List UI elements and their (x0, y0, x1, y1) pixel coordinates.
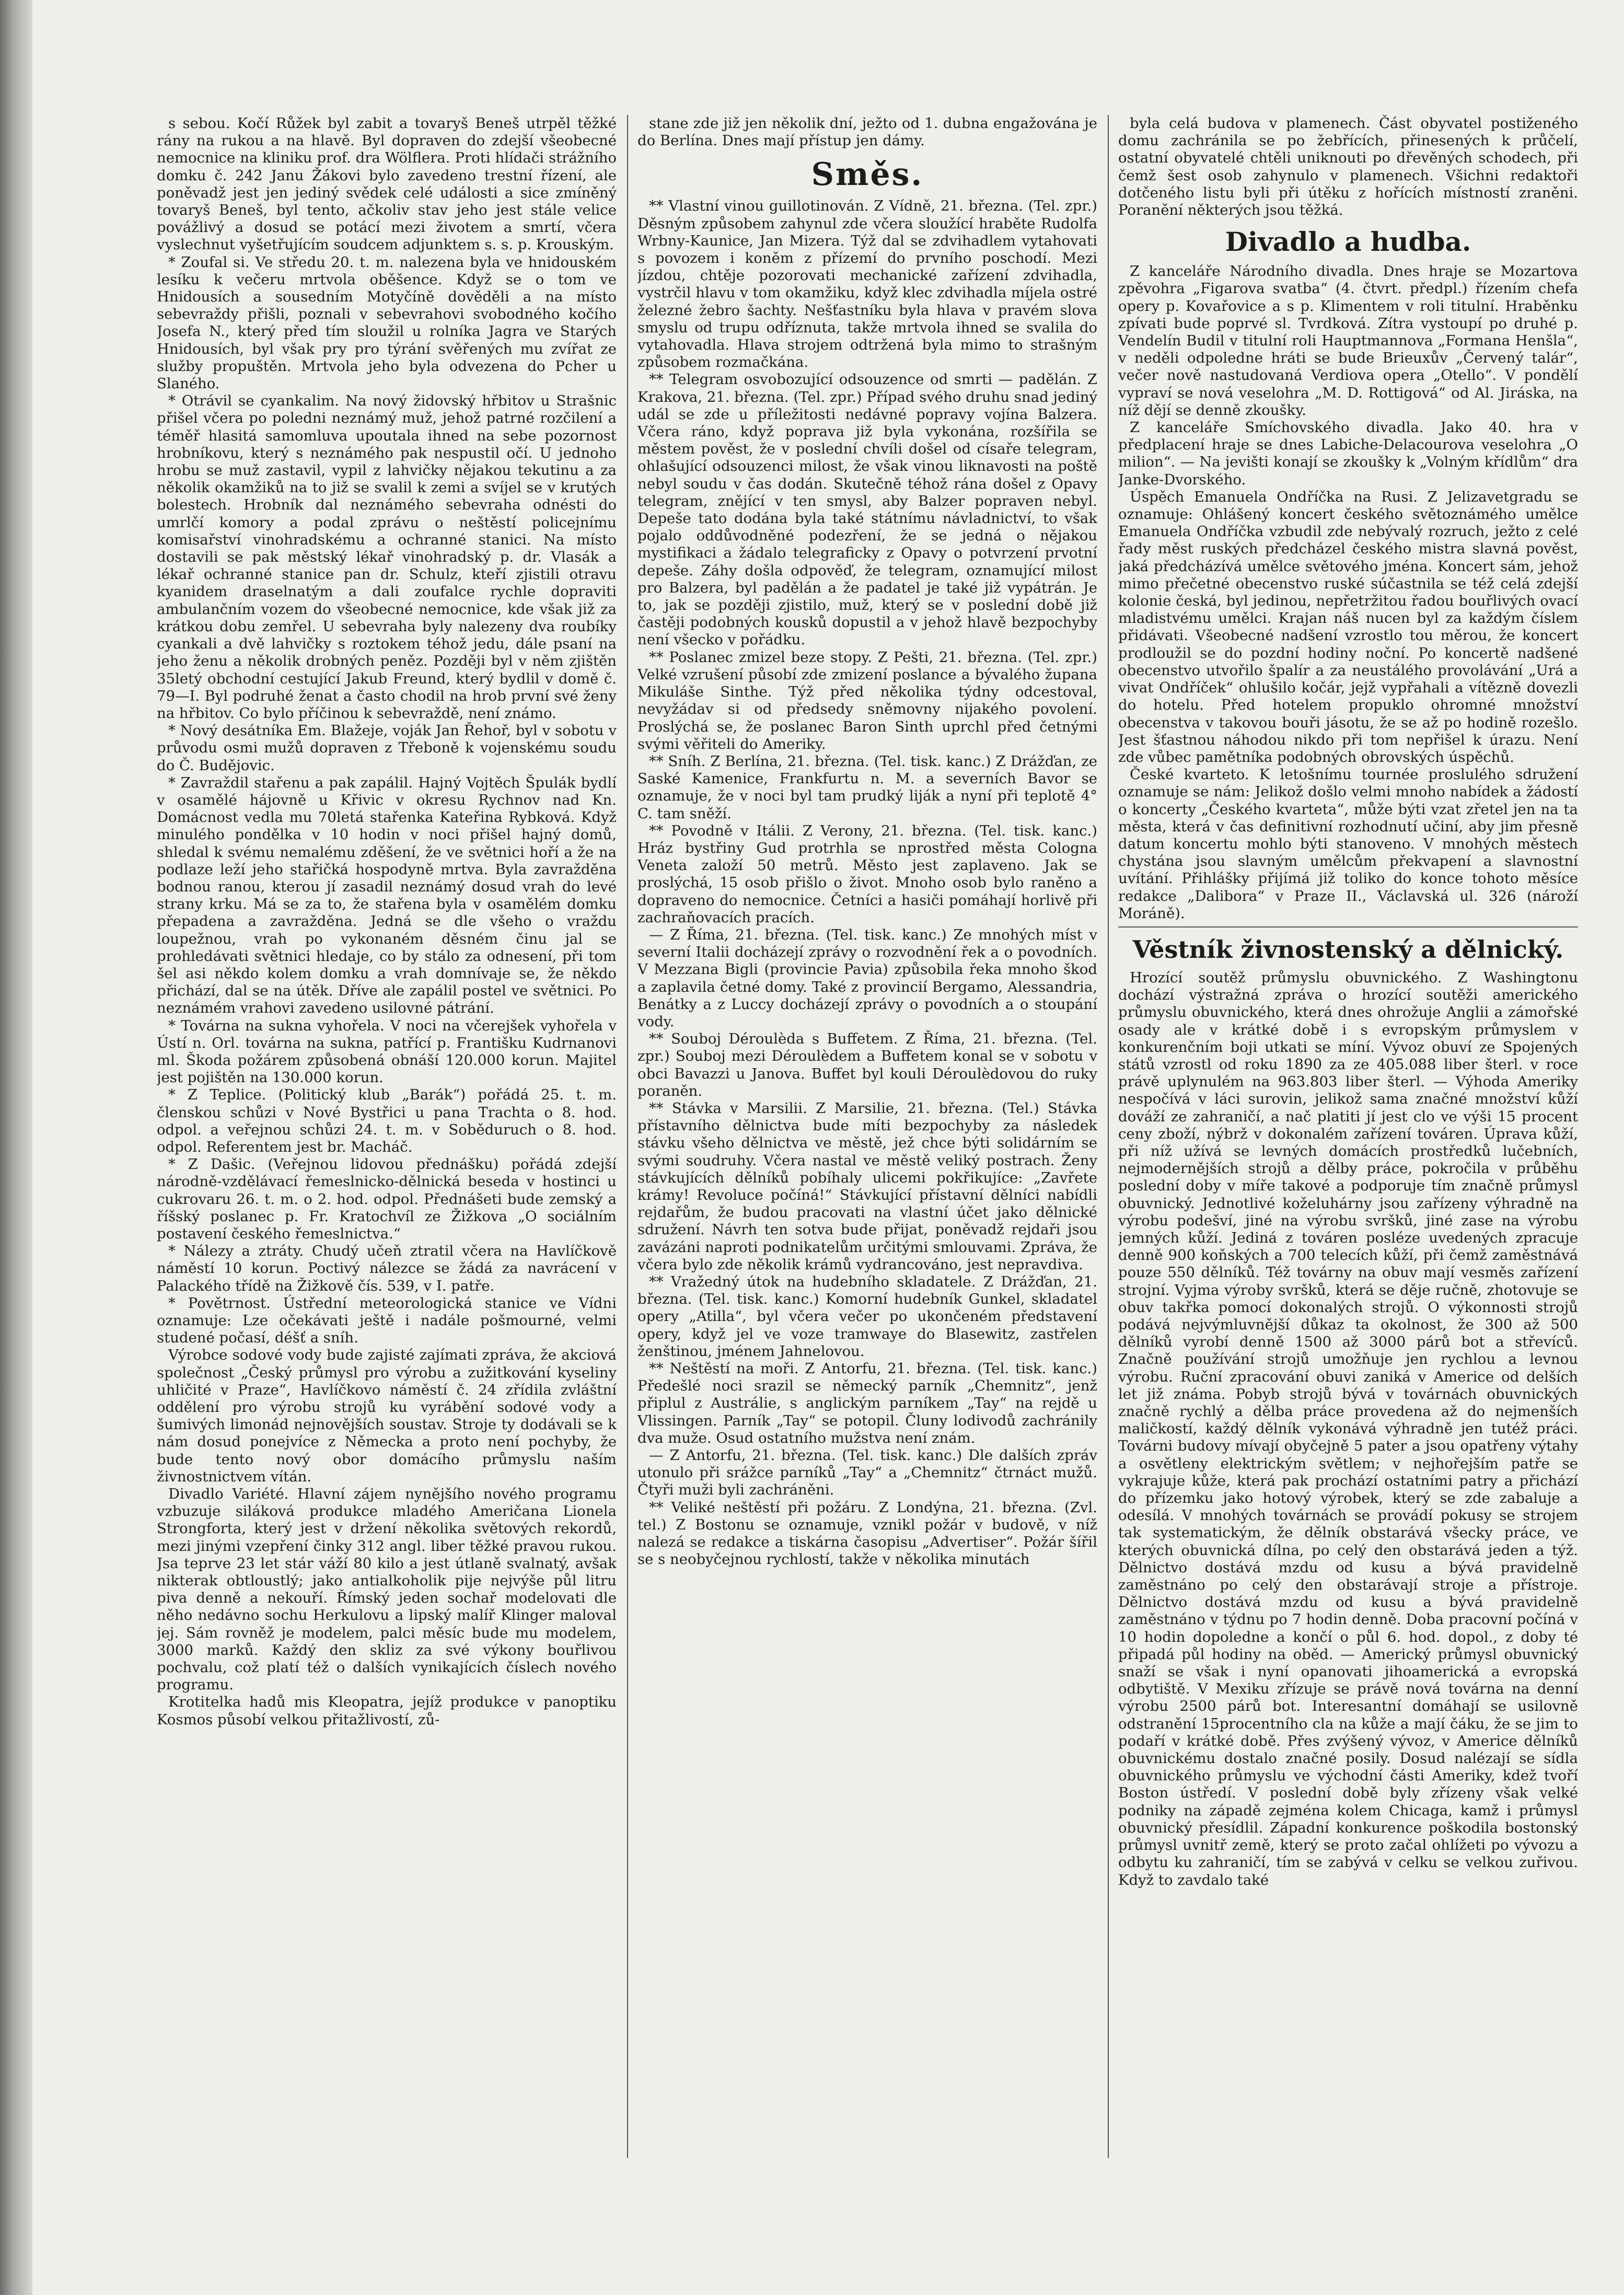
column-2 (637, 115, 1097, 2236)
article: Hrozící soutěž průmyslu obuvnického. Z Washingtonu dochází výstražná zpráva o hrozící soutěži amerického průmyslu obuvnického, která dnes ohrožuje Anglii a zámořské osady ale v krátké době i s evropským průmyslem v konkurenčním boji utkati se míní. Vývoz obuví ze Spojených států vzrostl od roku 1890 za ze 405.088 liber šterl. v roce právě uplynulém na 963.803 liber šterl. — Výhoda Ameriky nespočívá v láci surovin, jelikož sama značné množství kůží dováží ze zahraničí, a nač platiti jí jest clo ve výši 15 procent ceny zboží, nýbrž v dokonalém zařízení továren. Úprava kůží, při níž užívá se levných domácích prostředků lučebních, nejmodernějších strojů a dělby práce, pokročila v průběhu poslední doby v míře takové a podporuje tím značně průmysl obuvnický. Jednotlivé koželuhárny jsou zařízeny výhradně na výrobu podešví, jiné na výrobu svršků, jiné zase na výrobu jemných kůží. Jediná z továren posléze uvedených zpracuje denně 900 koňských a 700 telecích kůží, při čemž zaměstnává pouze 550 dělníků. Též továrny na obuv mají vesměs zařízení strojní. Vyjma výroby svršků, která se děje ručně, zhotovuje se obuv takřka pomocí dokonalých strojů. O výkonnosti strojů podává nejvýmluvnější důkaz ta okolnost, že 300 až 500 dělníků vyrobí denně 1500 až 3000 párů bot a střevíců. Značně používání strojů umožňuje jen rychlou a levnou výrobu. Ruční zpracování obuvi zaniká v Americe od delších let již známa. Pobyb strojů bývá v továrnách obuvnických značně rychlý a dělba práce provedena až do nejmenších maličkostí, každý dělník vykonává výhradně jen tutéž práci. Továrni budovy mívají obyčejně 5 pater a jsou opatřeny výtahy a osvětleny elektrickým světlem; v nejhořejším patře se vykrajuje kůže, která pak prochází ostatními patry a přichází do přízemku jako hotový výrobek, který se zde zabaluje a odesílá. V mnohých továrnách se provádí pokusy se strojem tak systematickým, že dělník obstarává všecky práce, ve kterých obuvnická dílna, po celý den obstarává jeden a týž. Dělnictvo dostává mzdu od kusu a bývá pravidelně zaměstnáno po celý den obstarávají stroje a přístroje. Dělnictvo dostává mzdu od kusu a bývá pravidelně zaměstnáno v týdnu po 7 hodin denně. Doba pracovní počíná v 10 hodin dopoledne a končí o půl 6. hod. dopol., z doby té připadá půl hodiny na oběd. — Americký průmysl obuvnický snaží se však i nyní opanovati jihoamerická a evropská odbytiště. V Mexiku zřízuje se právě nová továrna na denní výrobu 2500 párů bot. Interesantní domáhají se usilovně odstranění 15procentního cla na kůže a mají čáku, že se jim to podaří v krátké době. Přes zvýšený vývoz, v Americe dělníků obuvnickému dostalo značné posily. Dosud nalézají se sídla obuvnického průmyslu ve východní části Ameriky, kdež tvoří Boston ústředí. V poslední době byly zřízeny však velké podniky na západě zejména kolem Chicaga, kamž i průmysl obuvnický přesídlil. Západní konkurence poškodila bostonský průmysl uvnitř země, který se proto začal ohlížeti po vývozu a odbytu ku zahraničí, tím se zabývá v celku se velkou zuřivou. Když to zavdalo také (1118, 969, 1578, 1888)
article: Výrobce sodové vody bude zajisté zajímati zpráva, že akciová společnost „Český průmysl pro výrobu a zužitkování kyseliny uhličité v Praze“, Havlíčkovo náměstí č. 24 zřídila zvláštní oddělení pro výrobu strojů ku vyrábění sodové vody a šumivých limonád nejnovějších soustav. Stroje ty dodávali se k nám dosud ponejvíce z Německa a proto není pochyby, že bude tento nový obor domácího průmyslu naším živnostnictvem vítán. (157, 1347, 617, 1485)
article: ** Sníh. Z Berlína, 21. března. (Tel. tisk. kanc.) Z Drážďan, ze Saské Kamenice, Frankfurtu n. M. a severních Bavor se oznamuje, že v noci byl tam prudký liják a nyní při teplotě 4° C. tam sněží. (637, 752, 1097, 822)
article: České kvarteto. K letošnímu tournée prosluléhо sdružení oznamuje se nám: Jelikož došlo velmi mnoho nabídek a žádostí o koncerty „Českého kvarteta“, může býti vzat zřetel jen na ta města, která v čas definitivní rozhodnutí učiní, aby jim přesně datum koncertu mohlo býti stanoveno. V mnohých městech chystána jsou slavným umělcům překvapení a slavnostní uvítání. Přihlášky přijímá již toliko do konce tohoto měsíce redakce „Dalibora“ v Praze II., Václavská ul. 326 (nároží Moráně). (1118, 766, 1578, 922)
article: ** Poslanec zmizel beze stopy. Z Pešti, 21. března. (Tel. zpr.) Velké vzrušení působí zde zmizení poslance a bývalého župana Mikuláše Sinthe. Týž před několika týdny odcestoval, nevyžádav si od předsedy sněmovny nijakého povolení. Proslýchá se, že poslanec Baron Sinth uprchl před četnými svými věřiteli do Ameriky. (637, 648, 1097, 752)
article: ** Povodně v Itálii. Z Verony, 21. března. (Tel. tisk. kanc.) Hráz bystřiny Gud protrhla se nprostřed města Cologna Veneta založí 50 metrů. Město jest zaplaveno. Jak se proslýchá, 15 osob přišlo o život. Mnoho osob bylo raněno a dopraveno do nemocnice. Četníci a hasiči pomáhají horlivě při zachraňovacích pracích. (637, 822, 1097, 926)
article: ** Veliké neštěstí při požáru. Z Londýna, 21. března. (Zvl. tel.) Z Bostonu se oznamuje, vznikl požár v budově, v níž nalezá se redakce a tiskárna časopisu „Advertiser“. Požár šířil se s neobyčejnou rychlostí, takže v několika minutách (637, 1499, 1097, 1568)
article-continuation: stane zde již jen několik dní, ježto od 1. dubna engažována je do Berlína. Dnes mají přístup jen dámy. (637, 115, 1097, 149)
binding-gutter (0, 0, 32, 2295)
article: ** Vražedný útok na hudebního skladatele. Z Drážďan, 21. března. (Tel. tisk. kanc.) Komorní hudebník Gunkel, skladatel opery „Atilla“, byl včera večer po ukončeném představení opery, když jel ve voze tramwaye do Blasewitz, zastřelen ženštinou, jménem Jahnelovou. (637, 1273, 1097, 1360)
article: ** Vlastní vinou guillotinován. Z Vídně, 21. března. (Tel. zpr.) Děsným způsobem zahynul zde včera sloužící hraběte Rudolfa Wrbny-Kaunice, Jan Mizera. Týž dal se zdvihadlem vytahovati s povozem i koněm z přízemí do prvního poschodí. Mezi jízdou, chtěje pozorovati mechanické zařízení zdvihadla, vystrčil hlavu v tom okamžiku, když klec zdvihadla míjela ostré železné žebro šachty. Nešťastníku byla hlava v pravém slova smyslu od trupu odříznuta, takže mrtvola ihned se svalila do vytahovadla. Hlava strojem odtržená byla mimo to strašným způsobem rozmačkána. (637, 198, 1097, 371)
section-heading-smes: Směs. (811, 156, 924, 193)
section-heading-vestnik: Věstník živnostenský a dělnický. (1132, 935, 1564, 964)
article: ** Stávka v Marsilii. Z Marsilie, 21. března. (Tel.) Stávka přístavního dělnictva bude míti bezpochyby za následek stávku všeho dělnictva ve městě, jež chce býti solidárním se svými soudruhy. Včera nastal ve městě veliký postrach. Ženy stávkujících dělníků pobíhaly ulicemi pokřikujíce: „Zavřete krámy! Revoluce počíná!“ Stávkující přístavní dělníci nabídli rejdařům, že budou pracovati na vlastní účet jako dělnické sdružení. Návrh ten sotva bude přijat, poněvadž rejdaři jsou zavázáni naproti podnikatelům určitými smlouvami. Zpráva, že včera bylo zde několik krámů vydrancováno, jest nepravdiva. (637, 1099, 1097, 1273)
article: * Zavraždil stařenu a pak zapálil. Hajný Vojtěch Špulák bydlí v osamělé hájovně u Křivic v okresu Rychnov nad Kn. Domácnost vedla mu 70letá stařenka Kateřina Rybková. Když minulého pondělka v 10 hodin v noci přišel hajný domů, shledal k svému nemalému zděšení, že ve světnici hoří a že na podlaze leží jeho stařičká hospodyně mrtva. Byla zavražděna bodnou ranou, kterou jí zasadil neznámý dosud vrah do levé strany krku. Má se za to, že stařena byla v osamělém domku přepadena a zavražděna. Jedná se dle všeho o vraždu loupežnou, vrah po vykonaném děsném činu jal se prohledávati světnici hledaje, co by stálo za odnesení, při tom šel asi někdo kolem domku a vrah domnívaje se, že někdo přichází, dal se na útěk. Dříve ale zapálil postel ve světnici. Po neznámém vrahovi zavedeno usilovné pátrání. (157, 774, 617, 1017)
article: * Otrávil se cyankalim. Na nový židovský hřbitov u Strašnic přišel včera po poledni neznámý muž, jehož patrné rozčilení a téměř hlasitá samomluva upoutala ihned na sebe pozornost hrobníkovu, který s neznámého pak nespustil očí. U jednoho hrobu se muž zastavil, vypil z lahvičky nějakou tekutinu a za několik okamžiků na to již se svalil k zemi a svíjel se v krutých bolestech. Hrobník dal neznámého sebevraha odnésti do umrlčí komory a podal zprávu o neštěstí policejnímu komisařství vinohradskému a ochranné stanici. Na místo dostavili se pak městský lékař vinohradský p. dr. Vlasák a lékař ochranné stanice pan dr. Schulz, kteří zjistili otravu kyanidem draselnatým a dali zoufalce rychle dopraviti ambulančním vozem do všeobecné nemocnice, kde však již za krátkou dobu zemřel. U sebevraha byly nalezeny dva roubíky cyankali a dvě lahvičky s roztokem téhož jedu, dále psaní na jeho ženu a několik drobných peněz. Později byl v něm zjištěn 35letý obchodní cestující Jakub Freund, který bydlil v domě č. 79—I. Byl podruhé ženat a často chodil na hrob první své ženy na hřbitov. Co bylo příčinou k sebevraždě, není známo. (157, 392, 617, 722)
article: — Z Říma, 21. března. (Tel. tisk. kanc.) Ze mnohých míst v severní Italii docházejí zprávy o rozvodnění řek a o povodních. V Mezzana Bigli (provincie Pavia) způsobila řeka mnoho škod a zaplavila četné domy. Také z provincií Bergamo, Alessandria, Benátky a z Luccy docházejí zprávy o povodních a o stoupání vody. (637, 926, 1097, 1030)
article: * Nálezy a ztráty. Chudý učeň ztratil včera na Havlíčkově náměstí 10 korun. Poctivý nálezce se žádá za navrácení v Palackého třídě na Žižkově čís. 539, v I. patře. (157, 1243, 617, 1294)
column-3 (1118, 115, 1578, 2236)
article: s sebou. Kočí Růžek byl zabit a tovaryš Beneš utrpěl těžké rány na rukou a na hlavě. Byl dopraven do zdejší všeobecné nemocnice na kliniku prof. dra Wölflera. Proti hlídači strážního domku č. 242 Janu Žákovi bylo zavedeno trestní řízení, ale poněvadž jest jen jediný svědek celé události a sice zmíněný tovaryš Beneš, byl tento, ačkoliv stav jeho jest stále velice povážlivý a dosud se potácí mezi životem a smrtí, včera vyslechnut vyšetřujícím soudcem adjunktem s. s. p. Krouským. (157, 115, 617, 253)
article: Divadlo Variété. Hlavní zájem nynějšího nového programu vzbuzuje siláková produkce mladého Američana Lionela Strongforta, který jest v držení několika světových rekordů, mezi jinými vzepření činky 312 angl. liber těžké pravou rukou. Jsa teprve 23 let stár váží 80 kilo a jest útlaně svalnatý, avšak nikterak obtloustlý; jako antialkoholik pije nejvýše půl litru piva denně a nekouří. Římský jeden sochař modelovati dle něho nedávno sochu Herkulovu a lipský malíř Klinger maloval jej. Sám rovněž je modelem, palci měsíc bude mu modelem, 3000 marků. Každý den skliz za své výkony bouřlivou pochvalu, což platí též o dalších vynikajících číslech nového programu. (157, 1486, 617, 1694)
column-rule (627, 115, 628, 2158)
article: Z kanceláře Národního divadla. Dnes hraje se Mozartova zpěvohra „Figarova svatba“ (4. čtvrt. předpl.) řízením chefa opery p. Kovařovice a s p. Klimentem v roli titulní. Hraběnku zpívati bude poprvé sl. Tvrdková. Zítra vystoupí po druhé p. Vendelín Budil v titulní roli Hauptmannova „Formana Henšla“, v neděli odpoledne hráti se bude Brieuxův „Červený talár“, večer nově nastudovaná Verdiova opera „Otello“. V pondělí vypraví se nová veselohra „M. D. Rottigová“ od Al. Jiráska, na níž dějí se denně zkoušky. (1118, 263, 1578, 419)
article: * Továrna na sukna vyhořela. V noci na včerejšek vyhořela v Ústí n. Orl. továrna na sukna, patřící p. Františku Kudrnanovi ml. Škoda požárem způsobená obnáší 120.000 korun. Majitel jest pojištěn na 130.000 korun. (157, 1017, 617, 1086)
article: — Z Antorfu, 21. března. (Tel. tisk. kanc.) Dle dalších zpráv utonulo při srážce parníků „Tay“ a „Chemnitz“ čtrnáct mužů. Čtyři muži byli zachráněni. (637, 1447, 1097, 1499)
article: Z kanceláře Smíchovského divadla. Jako 40. hra v předplacení hraje se dnes Labiche-Delacourova veselohra „O milion“. — Na jevišti konají se zkoušky k „Volným křídlům“ dra Janke-Dvorského. (1118, 419, 1578, 488)
column-1 (157, 115, 617, 2236)
article: * Z Dašic. (Veřejnou lidovou přednášku) pořádá zdejší národně-vzdělávací řemeslnicko-dělnická beseda v hostinci u cukrovaru 26. t. m. o 2. hod. odpol. Přednášeti bude zemský a říšský poslanec p. Fr. Kratochvíl ze Žižkova „O sociálním postavení českého řemeslnictva.“ (157, 1156, 617, 1242)
newspaper-page (157, 115, 1578, 2236)
article: * Zoufal si. Ve středu 20. t. m. nalezena byla ve hnidouském lesíku k večeru mrtvola oběšence. Když se o tom ve Hnidousích a sousedním Motyčíně dověděli a na místo sebevraždy přišli, poznali v sebevrahovi svobodného kočího Josefa N., který před tím sloužil u rolníka Jagra ve Starých Hnidousích, byl však pry pro týrání svěřených mu zvířat ze služby propuštěn. Mrtvola jeho byla odvezena do Pcher u Slaného. (157, 253, 617, 392)
article: * Povětrnost. Ústřední meteorologická stanice ve Vídni oznamuje: Lze očekávati ještě i nadále pošmourné, velmi studené počasí, déšť a sníh. (157, 1294, 617, 1347)
article: Krotitelka hadů mis Kleopatra, jejíž produkce v panoptiku Kosmos působí velkou přitažlivostí, zů- (157, 1694, 617, 1728)
section-heading-divadlo: Divadlo a hudba. (1225, 226, 1471, 258)
article: * Z Teplice. (Politický klub „Barák“) pořádá 25. t. m. členskou schůzi v Nové Bystřici u pana Trachta o 8. hod. odpol. a veřejnou schůzi 24. t. m. v Soběduruch o 8. hod. odpol. Referentem jest br. Macháč. (157, 1086, 617, 1155)
column-rule (1108, 115, 1109, 2158)
article-continuation: byla celá budova v plamenech. Část obyvatel postiženého domu zachránila se po žebřících, přinesených k průčelí, ostatní obyvatelé chtěli uniknouti po dřevěných schodech, při čemž šest osob zahynulo v plamenech. Všichni redaktoři dotčeného listu byli při útěku z hořících místností zraněni. Poranění některých jsou těžká. (1118, 115, 1578, 219)
article: ** Telegram osvobozující odsouzence od smrti — padělán. Z Krakova, 21. března. (Tel. zpr.) Případ svého druhu snad jediný udál se zde u příležitosti nedávné popravy vojína Balzera. Včera ráno, když poprava již byla vykonána, rozšířila se městem pověst, že v poslední chvíli došel od císaře telegram, ohlašující odsouzenci milost, že však vinou liknavosti na poště nebyl soudu v čas dodán. Skutečně téhož rána došel z Opavy telegram, znějící v ten smysl, aby Balzer popraven nebyl. Depeše tato dodána byla také státnímu návladnictví, to však pojalo oddůvodněné podezření, že se jedná o nějakou mystifikaci a žádalo telegraficky z Opavy o potvrzení prvotní depeše. Záhy došla odpověď, že telegram, oznamující milost pro Balzera, byl padělán a že padatel je také již vypátrán. Je to, jak se později zjistilo, muž, který se v poslední době již častěji podobných kousků dopustil a v jehož hlavě bezpochyby není všecko v pořádku. (637, 371, 1097, 648)
article: Úspěch Emanuela Ondříčka na Rusi. Z Jelizavetgradu se oznamuje: Ohlášený koncert českého světoznámého umělce Emanuela Ondříčka vzbudil zde nebývalý rozruch, ježto z celé řady měst ruských předcházel českého mistra slavná pověst, jaká předcházívá umělce světového jména. Koncert sám, jehož mimo přečetné obecenstvo ruské súčastnila se též celá zdejší kolonie česká, byl jedinou, nepřetržitou řadou bouřlivých ovací mladistvému umělci. Krajan náš nucen byl za každým číslem přidávati. Všeobecné nadšení vzrostlo tou měrou, že koncert prodloužil se do pozdní hodiny noční. Po koncertě nadšené obecenstvo utvořilo špalír a za neustálého provolávání „Urá a vivat Ondříček“ ohlušilo kočár, jejž vypřahali a vítězně dovezli do hotelu. Před hotelem propuklo ohromné množství obecenstva v takovou bouři jásotu, že se až po hodině rozešlo. Jest šťastnou náhodou nikdo při tom nepřišel k úrazu. Není zde vůbec pamětníka podobných obrovských úspěchů. (1118, 488, 1578, 766)
article: * Nový desátníka Em. Blažeje, voják Jan Řehoř, byl v sobotu v průvodu osmi mužů dopraven z Třeboně k vojenskému soudu do Č. Budějovic. (157, 722, 617, 774)
article: ** Neštěstí na moři. Z Antorfu, 21. března. (Tel. tisk. kanc.) Předešlé noci srazil se německý parník „Chemnitz“, jenž připlul z Austrálie, s anglickým parníkem „Tay“ na rejdě u Vlissingen. Parník „Tay“ se potopil. Čluny lodivodů zachránily dva muže. Osud ostatního mužstva není znám. (637, 1360, 1097, 1446)
section-divider (1118, 926, 1578, 928)
article: ** Souboj Déroulèda s Buffetem. Z Říma, 21. března. (Tel. zpr.) Souboj mezi Déroulèdem a Buffetem konal se v sobotu v obci Bavazzi u Janova. Buffet byl kouli Déroulèdovou do ruky poraněn. (637, 1030, 1097, 1099)
